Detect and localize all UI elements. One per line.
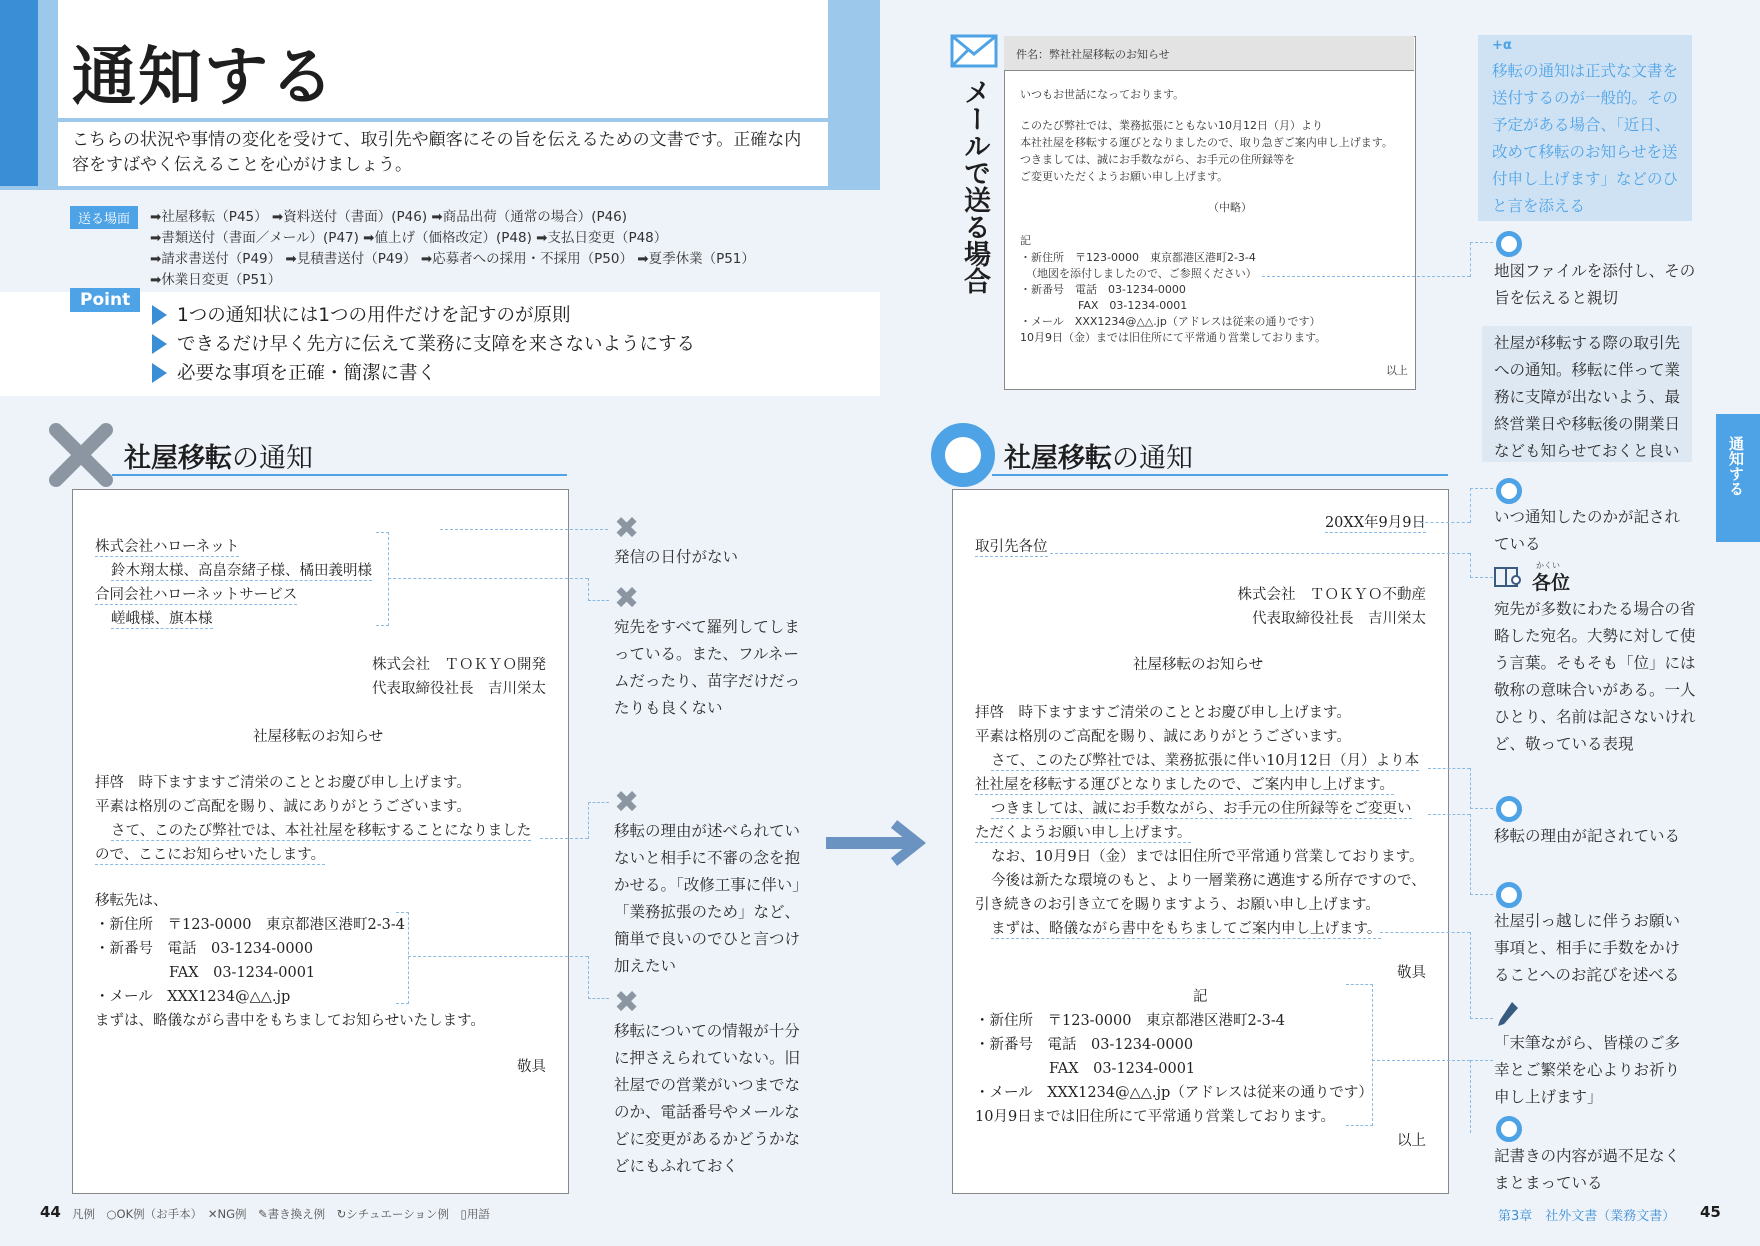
connector (388, 578, 588, 579)
ok-letter-line: 取引先各位 (975, 535, 1048, 557)
point-item: 必要な事項を正確・簡潔に書く (152, 359, 436, 385)
connector (396, 912, 409, 1004)
ng-cross-icon: ✖ (614, 785, 640, 820)
connector (440, 529, 608, 530)
mail-line: ご変更いただくようお願い申し上げます。 (1020, 170, 1229, 183)
connector (1470, 814, 1493, 895)
ng-heading-rule (112, 474, 567, 476)
scene-line: ➡請求書送付（P49） ➡見積書送付（P49） ➡応募者への採用・不採用（P50） ➡夏季休業（P51） (150, 251, 755, 267)
term-title: 各位 (1532, 572, 1571, 594)
mail-line: （地図を添付しましたので、ご参照ください） (1026, 267, 1257, 280)
connector (408, 956, 588, 957)
connector (1262, 276, 1470, 277)
page-number-right: 45 (1700, 1203, 1721, 1221)
point-item: 1つの通知状には1つの用件だけを記すのが原則 (152, 301, 571, 327)
connector (540, 838, 588, 839)
scene-tag: 送る場面 (70, 206, 138, 229)
ng-letter-line: 敬具 (517, 1059, 546, 1075)
ok-letter-line: FAX 03-1234-0001 (1049, 1061, 1196, 1077)
ng-letter-line: 移転先は、 (95, 893, 168, 909)
book-icon (1494, 566, 1524, 588)
triangle-icon (152, 334, 167, 354)
ng-letter-line: 鈴木翔太様、高畠奈緒子様、橘田義明様 (111, 559, 372, 581)
ok-circle-icon (930, 422, 996, 488)
connector (376, 532, 389, 626)
connector (1428, 814, 1470, 815)
ng-note: 発信の日付がない (614, 548, 739, 566)
ng-letter-line: 拝啓 時下ますますご清栄のこととお慶び申し上げます。 (95, 775, 471, 791)
connector (1470, 242, 1493, 277)
connector (1470, 553, 1493, 578)
page-number-left: 44 (40, 1203, 61, 1221)
connector (1420, 522, 1470, 523)
scene-line: ➡書類送付（書面／メール）(P47) ➡値上げ（価格改定）(P48) ➡支払日変更（P48） (150, 230, 668, 246)
ok-circle-icon (1496, 882, 1522, 908)
connector (588, 802, 609, 839)
mail-line: 以上 (1386, 364, 1408, 377)
ng-letter-line: 株式会社 ＴＯＫＹＯ開発 (372, 657, 546, 673)
ok-letter-line: 引き続きのお引き立てを賜りますよう、お願い申し上げます。 (975, 897, 1380, 913)
mail-line: いつもお世話になっております。 (1020, 88, 1185, 101)
side-tab[interactable]: 通知する (1716, 414, 1760, 542)
ok-letter-line: さて、このたび弊社では、業務拡張に伴い10月12日（月）より本 (991, 749, 1419, 771)
ok-heading-rule (992, 474, 1448, 476)
ok-circle-icon (1496, 478, 1522, 504)
ng-heading: 社屋移転の通知 (124, 443, 313, 474)
ok-letter-line: 拝啓 時下ますますご清栄のこととお慶び申し上げます。 (975, 705, 1351, 721)
ok-letter-line: ・新住所 〒123-0000 東京都港区港町2-3-4 (975, 1013, 1285, 1029)
connector (1470, 768, 1493, 809)
triangle-icon (152, 305, 167, 325)
ng-note: 移転の理由が述べられていないと相手に不審の念を抱かせる。「改修工事に伴い」「業務拡張のため」など、簡単で良いのでひと言つけ加えたい (614, 822, 808, 975)
ng-letter-line: 代表取締役社長 吉川栄太 (372, 681, 546, 697)
header-accent (0, 0, 38, 186)
scene-line: ➡社屋移転（P45） ➡資料送付（書面）(P46) ➡商品出荷（通常の場合）(P46) (150, 209, 628, 225)
ok-letter-line: 平素は格別のご高配を賜り、誠にありがとうございます。 (975, 729, 1351, 745)
ng-letter-line: 平素は格別のご高配を賜り、誠にありがとうございます。 (95, 799, 471, 815)
ng-letter-line: ので、ここにお知らせいたします。 (95, 843, 325, 865)
ng-letter (72, 489, 569, 1194)
connector (1470, 1060, 1493, 1133)
ng-letter-line: ・メール XXX1234@△△.jp (95, 989, 291, 1005)
mail-line: ・メール XXX1234@△△.jp（アドレスは従来の通りです） (1020, 315, 1321, 328)
ok-letter-line: 記 (1193, 989, 1208, 1005)
tip-tag: +α (1492, 38, 1512, 53)
tip-text: 移転の通知は正式な文書を送付するのが一般的。その予定がある場合、「近日、改めて移転のお知らせを送付申し上げます」などのひと言を添える (1492, 62, 1679, 215)
ng-letter-line: 嵯峨様、旗本様 (111, 607, 213, 629)
ng-letter-line: 合同会社ハローネットサービス (95, 583, 297, 605)
term-ruby: かくい (1536, 561, 1560, 570)
ok-note: 社屋引っ越しに伴うお願い事項と、相手に手数をかけることへのお詫びを述べる (1494, 912, 1681, 984)
ng-letter-line: 株式会社ハローネット (95, 535, 239, 557)
ok-letter-line: ・メール XXX1234@△△.jp（アドレスは従来の通りです） (975, 1085, 1373, 1101)
page-title: 通知する (72, 41, 336, 115)
mail-section-label: メールで送る場合 (959, 78, 990, 294)
ok-heading: 社屋移転の通知 (1004, 443, 1193, 474)
ng-letter-line: さて、このたび弊社では、本社社屋を移転することになりました (111, 819, 531, 841)
ng-letter-line: 社屋移転のお知らせ (253, 729, 384, 745)
scene-line: ➡休業日変更（P51） (150, 272, 282, 288)
ok-circle-icon (1496, 1116, 1522, 1142)
ok-circle-icon (1496, 231, 1522, 257)
point-tag: Point (70, 288, 140, 312)
triangle-icon (152, 363, 167, 383)
ng-cross-icon (48, 422, 114, 488)
ok-note: 記書きの内容が過不足なくまとまっている (1494, 1147, 1681, 1192)
mail-line: このたび弊社では、業務拡張にともない10月12日（月）より (1020, 119, 1323, 132)
ng-cross-icon: ✖ (614, 985, 640, 1020)
ng-note: 移転についての情報が十分に押さえられていない。旧社屋での営業がいつまでなのか、電話番号やメールなどに変更があるかどうかなどにもふれておく (614, 1022, 801, 1175)
pencil-icon (1496, 1000, 1520, 1030)
ok-letter-line: 株式会社 ＴＯＫＹＯ不動産 (1237, 587, 1426, 603)
mail-line: 記 (1020, 234, 1031, 247)
ok-letter-line: なお、10月9日（金）までは旧住所で平常通り営業しております。 (991, 849, 1424, 865)
mail-line: ・新住所 〒123-0000 東京都港区港町2-3-4 (1020, 251, 1256, 264)
ng-letter-line: FAX 03-1234-0001 (169, 965, 316, 981)
ng-letter-line: ・新番号 電話 03-1234-0000 (95, 941, 314, 957)
mail-line: 10月9日（金）までは旧住所にて平常通り営業しております。 (1020, 331, 1327, 344)
envelope-icon (950, 34, 998, 68)
ok-letter-line: 社屋移転のお知らせ (1133, 657, 1264, 673)
arrow-right-icon (826, 820, 936, 866)
ng-cross-icon: ✖ (614, 581, 640, 616)
ok-letter-line: 以上 (1397, 1133, 1426, 1149)
ok-letter-line: 代表取締役社長 吉川栄太 (1252, 611, 1426, 627)
mail-line: （中略） (1208, 201, 1252, 214)
connector (1470, 488, 1493, 523)
connector (1380, 932, 1470, 933)
mail-subject: 件名：弊社社屋移転のお知らせ (1016, 48, 1170, 61)
connector (1470, 932, 1493, 1019)
ng-letter-line: まずは、略儀ながら書中をもちましてお知らせいたします。 (95, 1013, 485, 1029)
chapter-label: 第3章 社外文書（業務文書） (1498, 1209, 1676, 1224)
ok-letter-line: まずは、略儀ながら書中をもちましてご案内申し上げます。 (991, 917, 1381, 939)
connector (588, 578, 609, 601)
connector (1346, 984, 1373, 1126)
ok-letter-line: 20XX年9月9日 (1325, 511, 1426, 533)
ok-letter-line: 今後は新たな環境のもと、より一層業務に邁進する所存ですので、 (991, 873, 1426, 889)
legend: 凡例 ○OK例（お手本） ✕NG例 ✎書き換え例 ↻シチュエーション例 ▯用語 (72, 1207, 490, 1221)
mail-line: 本社社屋を移転する運びとなりましたので、取り急ぎご案内申し上げます。 (1020, 136, 1393, 149)
mail-line: FAX 03-1234-0001 (1078, 299, 1188, 312)
ok-circle-icon (1496, 796, 1522, 822)
ng-note: 宛先をすべて羅列してしまっている。また、フルネームだったり、苗字だけだったりも良くない (614, 618, 801, 717)
page-description: こちらの状況や事情の変化を受けて、取引先や顧客にその旨を伝えるための文書です。正確な内容をすばやく伝えることを心がけましょう。 (72, 130, 802, 175)
ok-note: 「末筆ながら、皆様のご多幸とご繁栄を心よりお祈り申し上げます」 (1494, 1034, 1681, 1106)
ok-letter (952, 489, 1449, 1194)
ok-letter-line: 10月9日までは旧住所にて平常通り営業しております。 (975, 1109, 1336, 1125)
mail-note: 地図ファイルを添付し、その旨を伝えると親切 (1494, 262, 1696, 307)
term-note: 宛先が多数にわたる場合の省略した宛名。大勢に対して使う言葉。そもそも「位」には敬称の意味合いがある。一人ひとり、名前は記さないけれど、敬っている表現 (1494, 600, 1696, 753)
ok-letter-line: 敬具 (1397, 965, 1426, 981)
point-item: できるだけ早く先方に伝えて業務に支障を来さないようにする (152, 330, 695, 356)
connector (1428, 768, 1470, 769)
ok-letter-line: ・新番号 電話 03-1234-0000 (975, 1037, 1194, 1053)
connector (1372, 1060, 1470, 1061)
ng-letter-line: ・新住所 〒123-0000 東京都港区港町2-3-4 (95, 917, 405, 933)
connector (588, 956, 609, 999)
ng-cross-icon: ✖ (614, 511, 640, 546)
ok-letter-line: 社社屋を移転する運びとなりましたので、ご案内申し上げます。 (975, 773, 1394, 795)
ok-letter-line: ただくようお願い申し上げます。 (975, 821, 1191, 843)
mail-line: ・新番号 電話 03-1234-0000 (1020, 283, 1186, 296)
mail-line: つきましては、誠にお手数ながら、お手元の住所録等を (1020, 153, 1295, 166)
ok-note: 移転の理由が記されている (1494, 827, 1681, 845)
connector (1050, 553, 1470, 554)
ok-letter-line: つきましては、誠にお手数ながら、お手元の住所録等をご変更い (991, 797, 1412, 819)
mail-note: 社屋が移転する際の取引先への通知。移転に伴って業務に支障が出ないよう、最終営業日や移転後の開業日なども知らせておくと良い (1494, 334, 1681, 460)
ok-note: いつ通知したのかが記されている (1494, 508, 1681, 553)
